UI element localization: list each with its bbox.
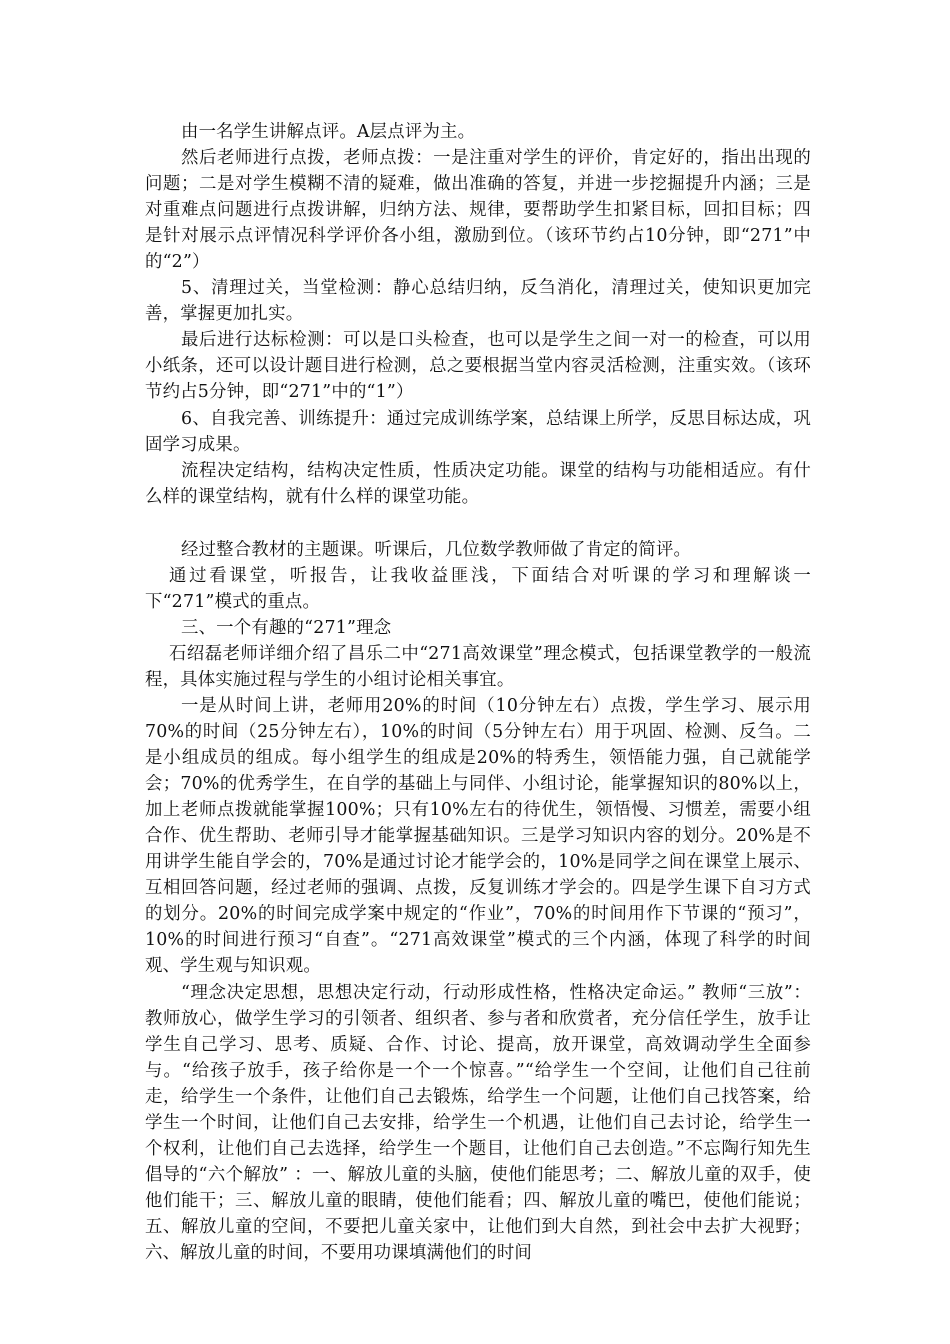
paragraph-8: 通过看课堂，听报告，让我收益匪浅，下面结合对听课的学习和理解谈一下“271”模式的重点。: [145, 565, 811, 612]
paragraph-9: 石绍磊老师详细介绍了昌乐二中“271高效课堂”理念模式，包括课堂教学的一般流程，具体实施过程与学生的小组讨论相关事宜。: [145, 643, 811, 690]
paragraph-7: 经过整合教材的主题课。听课后，几位数学教师做了肯定的简评。: [181, 539, 692, 560]
paragraph-3: 5、清理过关，当堂检测：静心总结归纳，反刍消化，清理过关，使知识更加完善，掌握更加扎实。: [145, 278, 811, 325]
paragraph-5: 6、自我完善、训练提升：通过完成训练学案，总结课上所学，反思目标达成，巩固学习成果。: [145, 408, 811, 455]
paragraph-2: 然后老师进行点拨，老师点拨：一是注重对学生的评价，肯定好的，指出出现的问题；二是对学生模糊不清的疑难，做出准确的答复，并进一步挖掘提升内涵；三是对重难点问题进行点拨讲解，归纳方法、规律，要帮助学生扣紧目标，回扣目标；四是针对展示点评情况科学评价各小组，激励到位。（该环节约占10分钟，即“271”中的“2”）: [145, 148, 811, 273]
paragraph-4: 最后进行达标检测：可以是口头检查，也可以是学生之间一对一的检查，可以用小纸条，还可以设计题目进行检测，总之要根据当堂内容灵活检测，注重实效。（该环节约占5分钟，即“271”中的“1”）: [145, 330, 811, 403]
paragraph-11: “理念决定思想，思想决定行动，行动形成性格，性格决定命运。” 教师“三放”：教师放心，做学生学习的引领者、组织者、参与者和欣赏者，充分信任学生，放手让学生自己学习、思考、质疑、合作、讨论、提高，放开课堂，高效调动学生全面参与。“给孩子放手，孩子给你是一个一个惊喜。”“给学生一个空间，让他们自己往前走，给学生一个条件，让他们自己去锻炼，给学生一个问题，让他们自己找答案，给学生一个时间，让他们自己去安排，给学生一个机遇，让他们自己去讨论，给学生一个权利，让他们自己去选择，给学生一个题目，让他们自己去创造。”不忘陶行知先生倡导的“六个解放” ：一、解放儿童的头脑，使他们能思考；二、解放儿童的双手，使他们能干；三、解放儿童的眼睛，使他们能看；四、解放儿童的嘴巴，使他们能说；五、解放儿童的空间，不要把儿童关家中，让他们到大自然，到社会中去扩大视野；六、解放儿童的时间，不要用功课填满他们的时间: [145, 982, 811, 1263]
paragraph-1: 由一名学生讲解点评。A层点评为主。: [181, 122, 476, 142]
section-heading: 三、一个有趣的“271”理念: [181, 617, 392, 638]
paragraph-10: 一是从时间上讲，老师用20%的时间（10分钟左右）点拨，学生学习、展示用70%的时间（25分钟左右），10%的时间（5分钟左右）用于巩固、检测、反刍。二是小组成员的组成。每小组学生的组成是20%的特秀生，领悟能力强，自己就能学会；70%的优秀学生，在自学的基础上与同伴、小组讨论，能掌握知识的80%以上，加上老师点拨就能掌握100%；只有10%左右的待优生，领悟慢、习惯差，需要小组合作、优生帮助、老师引导才能掌握基础知识。三是学习知识内容的划分。20%是不用讲学生能自学会的，70%是通过讨论才能学会的，10%是同学之间在课堂上展示、互相回答问题，经过老师的强调、点拨，反复训练才学会的。四是学生课下自习方式的划分。20%的时间完成学案中规定的“作业”，70%的时间用作下节课的“预习”，10%的时间进行预习“自查”。“271高效课堂”模式的三个内涵，体现了科学的时间观、学生观与知识观。: [145, 695, 811, 977]
paragraph-6: 流程决定结构，结构决定性质，性质决定功能。课堂的结构与功能相适应。有什么样的课堂结构，就有什么样的课堂功能。: [145, 460, 811, 507]
paragraph-gap: [145, 510, 811, 537]
document-body: [145, 119, 811, 1266]
